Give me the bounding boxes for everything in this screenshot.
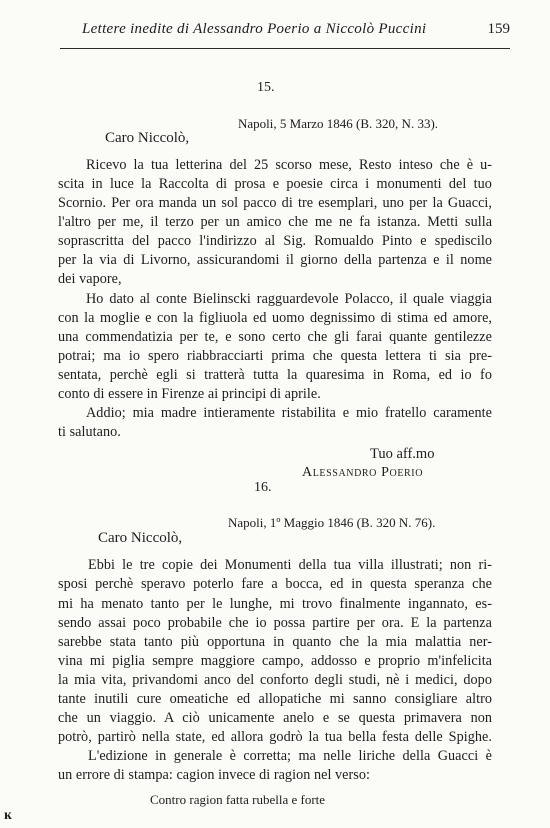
text-line: per la via di Livorno, assicurandomi il giorno della partenza e il nome bbox=[58, 252, 492, 268]
text-line: un errore di stampa: cagion invece di ragion nel verso: bbox=[58, 767, 371, 783]
text-line: mi ha menato tanto per le lunghe, mi trovo finalmente ingannato, es- bbox=[58, 596, 492, 612]
text-line: vina mi piglia sempre maggiore campo, addosso e proprio m'infelicita bbox=[58, 653, 493, 669]
text-line: Ebbi le tre copie dei Monumenti della tua villa illustrati; non ri- bbox=[88, 557, 493, 573]
text-line: sarebbe stata tanto più opportuna in quanto che la mia malattia ner- bbox=[58, 634, 493, 650]
letter-dateline: Napoli, 5 Marzo 1846 (B. 320, N. 33). bbox=[238, 116, 439, 131]
page-number: 159 bbox=[487, 21, 510, 37]
text-line: l'altro per me, il terzo per un amico che me ne fa istanza. Metti sulla bbox=[58, 214, 493, 230]
text-line: Scornio. Per ora manda un sol pacco di tre esemplari, uno per la Guacci, bbox=[58, 195, 492, 211]
letter-dateline: Napoli, 1º Maggio 1846 (B. 320 N. 76). bbox=[228, 515, 436, 530]
text-line: Addio; mia madre intieramente ristabilita e mio fratello caramente bbox=[86, 405, 492, 421]
text-line: potrai; ma io spero riabbracciarti prima che questa lettera ti sia pre- bbox=[58, 348, 492, 364]
text-line: soprascritta del pacco l'indirizzo al Sig. Romualdo Pinto e spediscilo bbox=[58, 233, 493, 249]
text-line: ti salutano. bbox=[58, 424, 121, 440]
text-line: la mia vita, privandomi anco del conforto degli studi, nè i medici, dopo bbox=[58, 672, 492, 688]
text-line: sendo assai poco probabile che io possa partire per ora. E la partenza bbox=[58, 615, 492, 631]
letter-number: 15. bbox=[257, 80, 275, 95]
text-line: con la moglie e con la figliuola ed uomo degnissimo di stima ed amore, bbox=[58, 310, 493, 326]
text-line: potrò, partirò nella state, ed allora godrò la tua bella festa delle Spighe. bbox=[58, 729, 492, 745]
text-line: sentata, perchè egli si tratterà tutta la quaresima in Roma, ed io fo bbox=[58, 367, 492, 383]
text-line: dei vapore, bbox=[58, 271, 122, 287]
text-line: Ho dato al conte Bielinscki ragguardevole Polacco, il quale viaggia bbox=[86, 291, 493, 307]
running-header bbox=[60, 18, 510, 49]
text-line: una commendatizia per te, e sono certo che gli farai quante gentilezze bbox=[58, 329, 492, 345]
text-line: scita in luce la Raccolta di prosa e poesie circa i monumenti del tuo bbox=[58, 176, 492, 192]
running-title: Lettere inedite di Alessandro Poerio a Niccolò Puccini bbox=[82, 21, 427, 37]
text-line: Ricevo la tua letterina del 25 scorso mese, Resto inteso che è u- bbox=[86, 157, 493, 173]
text-line: che un viaggio. A ciò unicamente anelo e se questa primavera non bbox=[58, 710, 493, 726]
letter-salutation: Caro Niccolò, bbox=[98, 530, 183, 546]
letter-salutation: Caro Niccolò, bbox=[105, 130, 190, 146]
printer-mark: ĸ bbox=[4, 808, 12, 823]
letter-number: 16. bbox=[254, 480, 272, 495]
text-line: L'edizione in generale è corretta; ma nelle liriche della Guacci è bbox=[88, 748, 492, 764]
letter-closing: Tuo aff.mo bbox=[370, 446, 435, 462]
text-line: conto di essere in Firenze ai principi di aprile. bbox=[58, 386, 321, 402]
letter-signature: Alessandro Poerio bbox=[302, 465, 424, 480]
quoted-verse: Contro ragion fatta rubella e forte bbox=[150, 792, 326, 807]
text-line: sposi perchè speravo poterlo fare a bocca, ed in questa speranza che bbox=[58, 576, 492, 592]
text-line: tante inutili cure omeatiche ed allopatiche mi sanno consigliare altro bbox=[58, 691, 493, 707]
